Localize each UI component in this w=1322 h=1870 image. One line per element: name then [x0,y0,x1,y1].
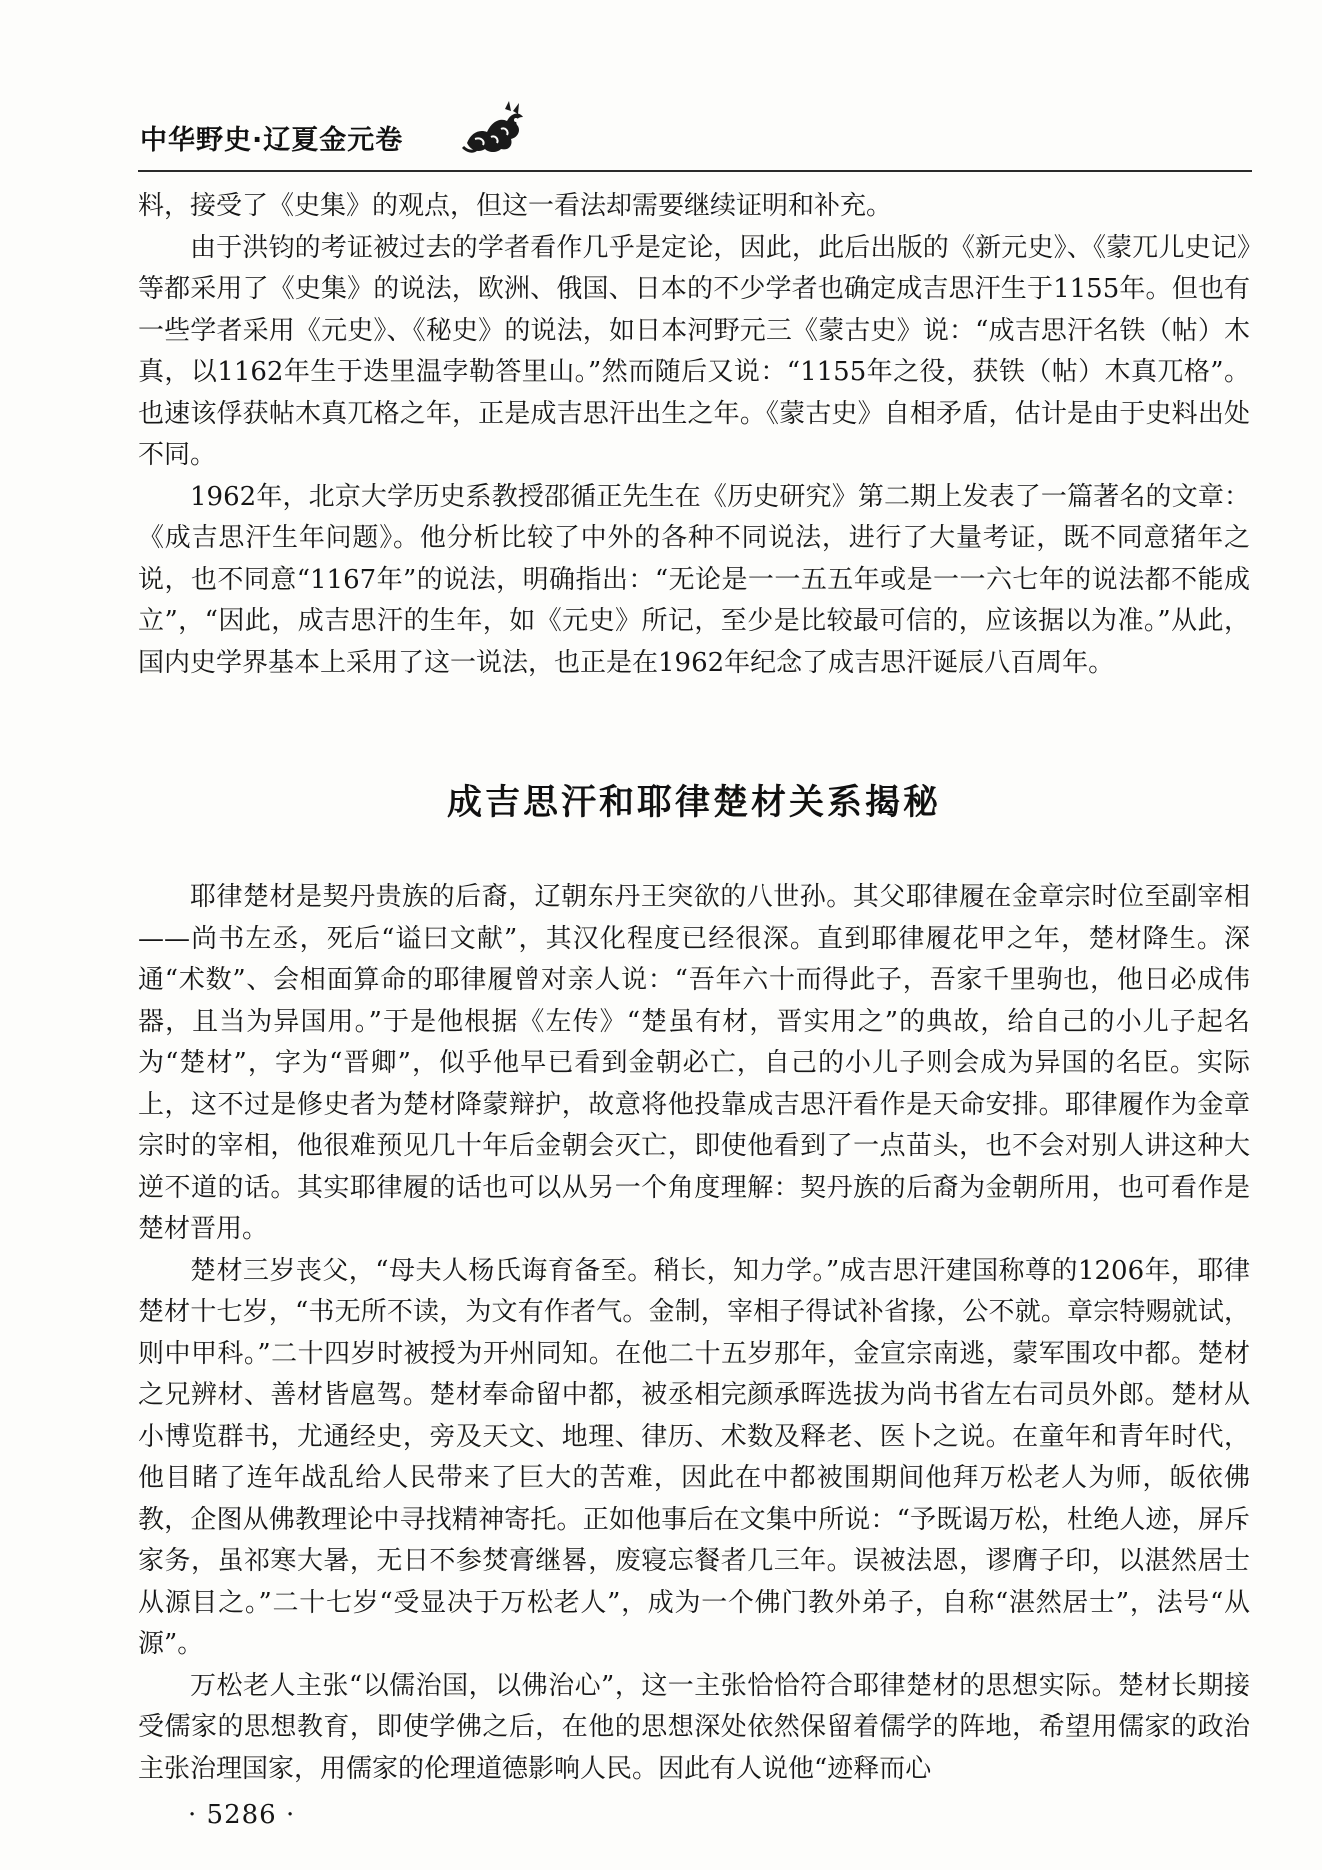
paragraph: 由于洪钧的考证被过去的学者看作几乎是定论，因此，此后出版的《新元史》、《蒙兀儿史记》等都采用了《史集》的说法，欧洲、俄国、日本的不少学者也确定成吉思汗生于1155年。但也有一些学者采用《元史》、《秘史》的说法，如日本河野元三《蒙古史》说：“成吉思汗名铁（帖）木真，以1162年生于迭里温孛勒答里山。”然而随后又说：“1155年之役，获铁（帖）木真兀格”。也速该俘获帖木真兀格之年，正是成吉思汗出生之年。《蒙古史》自相矛盾，估计是由于史料出处不同。 [138,232,1250,470]
header-divider [138,170,1252,172]
page-number: · 5286 · [188,1800,296,1830]
section-heading: 成吉思汗和耶律楚材关系揭秘 [446,783,941,823]
dragon-icon [461,99,527,155]
running-head-title: 中华野史·辽夏金元卷 [140,125,404,156]
section-body [138,877,1250,1790]
paragraph: 万松老人主张“以儒治国，以佛治心”，这一主张恰恰符合耶律楚材的思想实际。楚材长期接受儒家的思想教育，即使学佛之后，在他的思想深处依然保留着儒学的阵地，希望用儒家的政治主张治理国家，用儒家的伦理道德影响人民。因此有人说他“迹释而心 [138,1670,1250,1784]
continued-text [138,186,1250,684]
paragraph: 楚材三岁丧父，“母夫人杨氏诲育备至。稍长，知力学。”成吉思汗建国称尊的1206年，耶律楚材十七岁，“书无所不读，为文有作者气。金制，宰相子得试补省掾，公不就。章宗特赐就试，则中甲科。”二十四岁时被授为开州同知。在他二十五岁那年，金宣宗南逃，蒙军围攻中都。楚材之兄辨材、善材皆扈驾。楚材奉命留中都，被丞相完颜承晖选拔为尚书省左右司员外郎。楚材从小博览群书，尤通经史，旁及天文、地理、律历、术数及释老、医卜之说。在童年和青年时代，他目睹了连年战乱给人民带来了巨大的苦难，因此在中都被围期间他拜万松老人为师，皈依佛教，企图从佛教理论中寻找精神寄托。正如他事后在文集中所说：“予既谒万松，杜绝人迹，屏斥家务，虽祁寒大暑，无日不参焚膏继晷，废寝忘餐者几三年。误被法恩，谬膺子印，以湛然居士从源目之。”二十七岁“受显决于万松老人”，成为一个佛门教外弟子，自称“湛然居士”，法号“从源”。 [138,1255,1250,1659]
paragraph: 料，接受了《史集》的观点，但这一看法却需要继续证明和补充。 [138,191,893,221]
paragraph: 耶律楚材是契丹贵族的后裔，辽朝东丹王突欲的八世孙。其父耶律履在金章宗时位至副宰相——尚书左丞，死后“谥曰文献”，其汉化程度已经很深。直到耶律履花甲之年，楚材降生。深通“术数”、会相面算命的耶律履曾对亲人说：“吾年六十而得此子，吾家千里驹也，他日必成伟器，且当为异国用。”于是他根据《左传》“楚虽有材，晋实用之”的典故，给自己的小儿子起名为“楚材”，字为“晋卿”，似乎他早已看到金朝必亡，自己的小儿子则会成为异国的名臣。实际上，这不过是修史者为楚材降蒙辩护，故意将他投靠成吉思汗看作是天命安排。耶律履作为金章宗时的宰相，他很难预见几十年后金朝会灭亡，即使他看到了一点苗头，也不会对别人讲这种大逆不道的话。其实耶律履的话也可以从另一个角度理解：契丹族的后裔为金朝所用，也可看作是楚材晋用。 [138,882,1250,1244]
paragraph: 1962年，北京大学历史系教授邵循正先生在《历史研究》第二期上发表了一篇著名的文章：《成吉思汗生年问题》。他分析比较了中外的各种不同说法，进行了大量考证，既不同意猪年之说，也不同意“1167年”的说法，明确指出：“无论是一一五五年或是一一六七年的说法都不能成立”，“因此，成吉思汗的生年，如《元史》所记，至少是比较最可信的，应该据以为准。”从此，国内史学界基本上采用了这一说法，也正是在1962年纪念了成吉思汗诞辰八百周年。 [138,481,1250,678]
running-head [140,118,527,157]
